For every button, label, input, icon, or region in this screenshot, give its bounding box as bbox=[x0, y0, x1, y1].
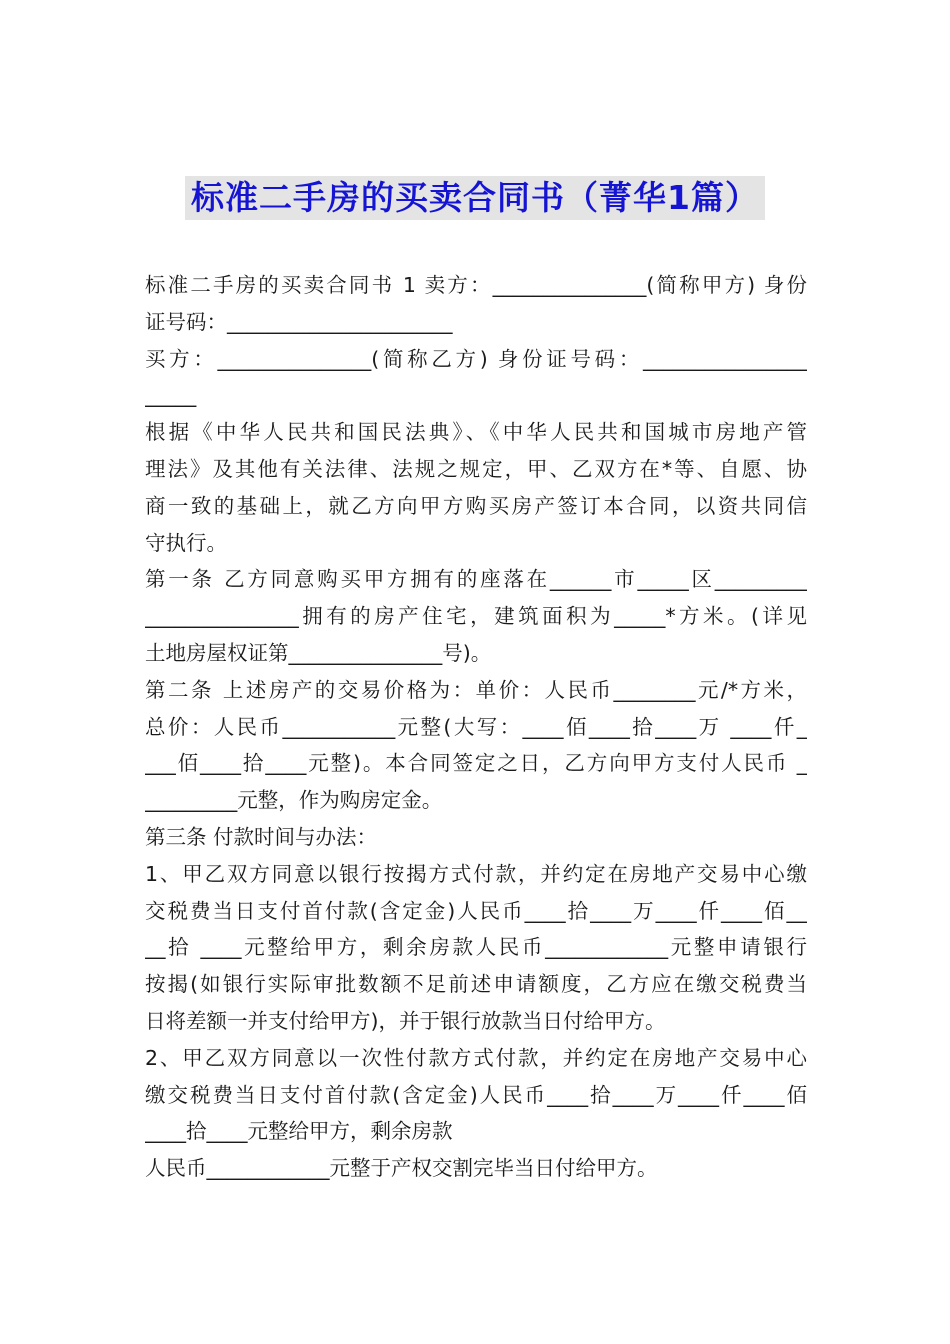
text-line: 1、甲乙双方同意以银行按揭方式付款，并约定在房地产交易中心缴 bbox=[145, 861, 807, 886]
text-line: 第三条 付款时间与办法： bbox=[145, 824, 378, 849]
title-container bbox=[0, 176, 950, 220]
text-line: 商一致的基础上，就乙方向甲方购买房产签订本合同，以资共同信 bbox=[145, 493, 807, 518]
text-line: 交税费当日支付首付款(含定金)人民币____拾____万____仟____佰__ bbox=[145, 898, 807, 923]
text-line: _______________拥有的房产住宅，建筑面积为_____*方米。(详见 bbox=[145, 604, 807, 629]
text-line: 总价：人民币___________元整(大写：____佰____拾____万 ____仟_ bbox=[145, 714, 807, 739]
text-line: ___佰____拾____元整)。本合同签定之日，乙方向甲方支付人民币 _ bbox=[145, 751, 807, 776]
text-line: ____拾____元整给甲方，剩余房款 bbox=[145, 1119, 453, 1144]
text-line: 证号码：______________________ bbox=[145, 309, 453, 334]
text-line: 守执行。 bbox=[145, 530, 227, 555]
text-line: 按揭(如银行实际审批数额不足前述申请额度，乙方应在缴交税费当 bbox=[145, 972, 807, 997]
document-title: 标准二手房的买卖合同书（菁华1篇） bbox=[185, 176, 765, 220]
text-line: 买方：_______________(简称乙方) 身份证号码：________________ bbox=[145, 346, 807, 371]
text-line: 理法》及其他有关法律、法规之规定，甲、乙双方在*等、自愿、协 bbox=[145, 456, 807, 481]
text-line: 2、甲乙双方同意以一次性付款方式付款，并约定在房地产交易中心 bbox=[145, 1045, 807, 1070]
text-line: 土地房屋权证第_______________号)。 bbox=[145, 640, 492, 665]
text-line: 日将差额一并支付给甲方)，并于银行放款当日付给甲方。 bbox=[145, 1008, 666, 1033]
text-line: 人民币____________元整于产权交割完毕当日付给甲方。 bbox=[145, 1156, 658, 1181]
text-line: __拾 ____元整给甲方，剩余房款人民币____________元整申请银行 bbox=[145, 935, 807, 960]
text-line: 第一条 乙方同意购买甲方拥有的座落在______市_____区_________ bbox=[145, 567, 807, 592]
text-line: _________元整，作为购房定金。 bbox=[145, 788, 443, 813]
text-line: 标准二手房的买卖合同书 1 卖方：_______________(简称甲方) 身份 bbox=[145, 273, 807, 297]
text-line: 根据《中华人民共和国民法典》、《中华人民共和国城市房地产管 bbox=[145, 420, 807, 445]
text-line: 第二条 上述房产的交易价格为：单价：人民币________元/*方米， bbox=[145, 677, 807, 702]
text-line: _____ bbox=[145, 383, 197, 408]
text-line: 缴交税费当日支付首付款(含定金)人民币____拾____万____仟____佰 bbox=[145, 1082, 807, 1107]
contract-body bbox=[145, 267, 807, 1187]
